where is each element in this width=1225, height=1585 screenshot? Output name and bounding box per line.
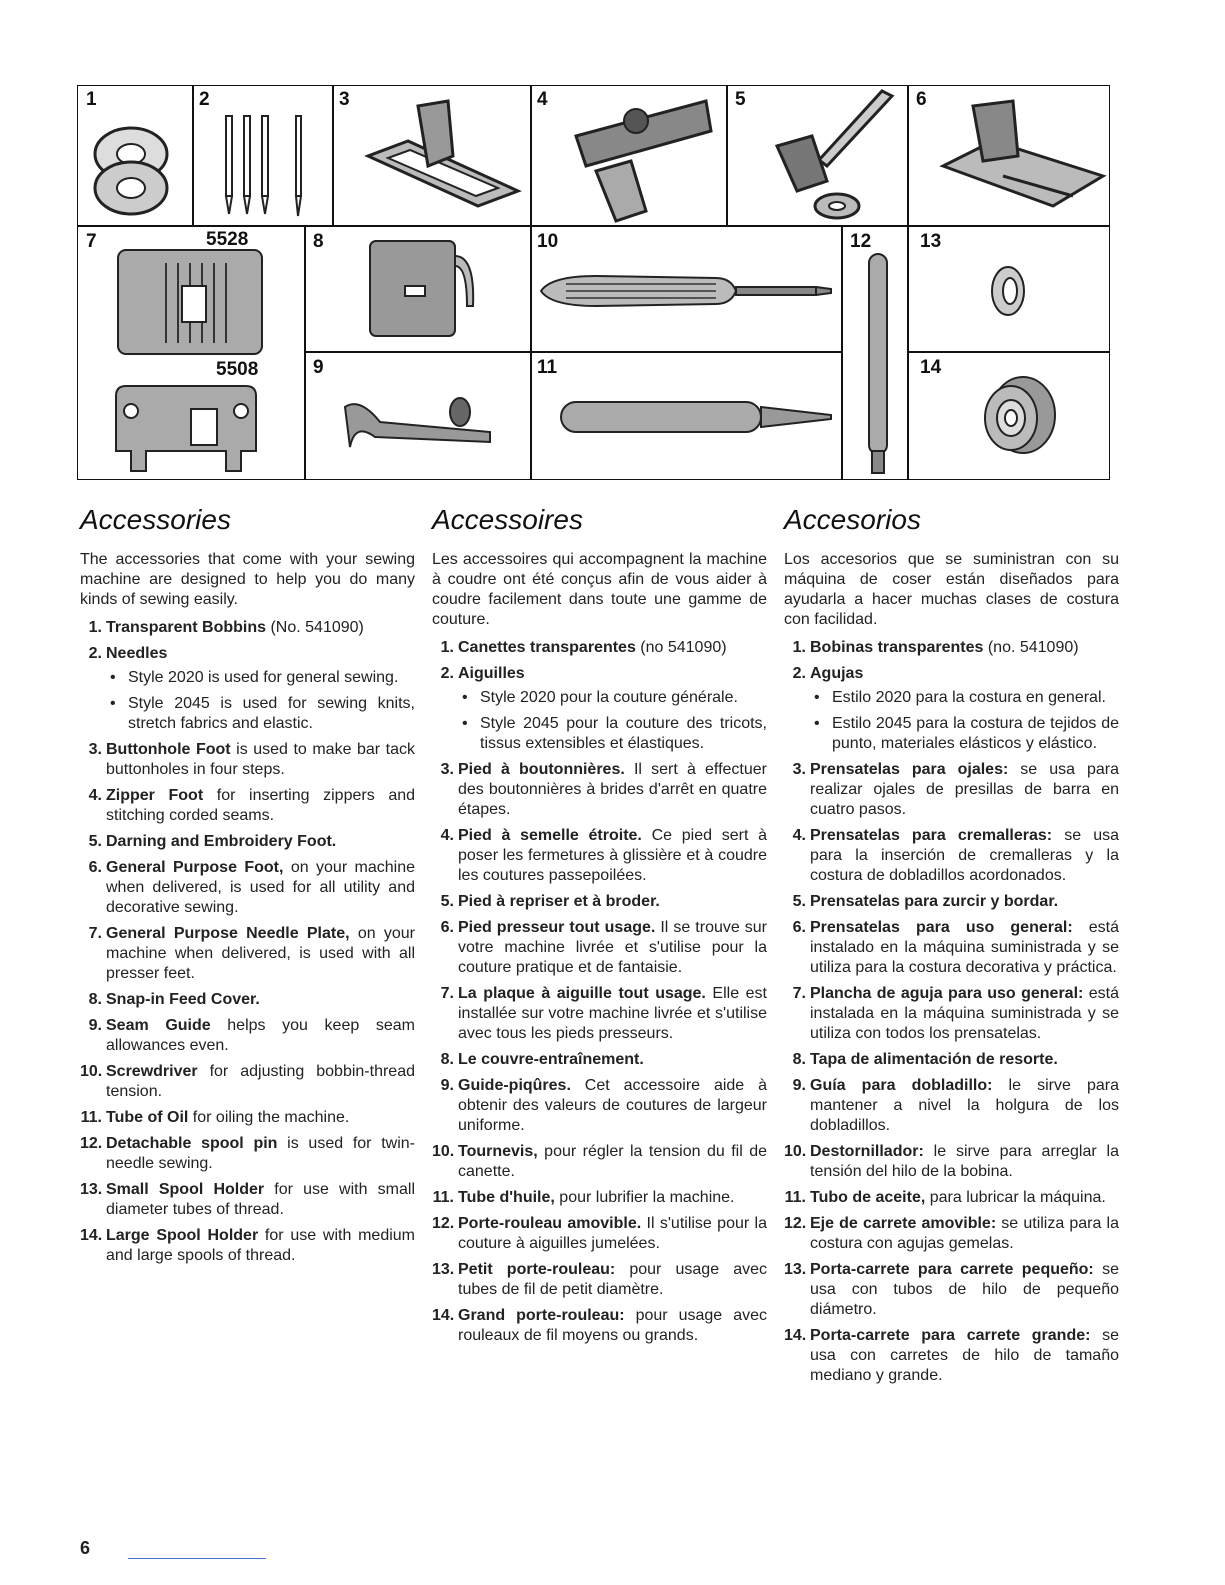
list-item: 9. Seam Guide helps you keep seam allowances even. xyxy=(88,1017,415,1054)
list-item: 1. Bobinas transparentes (no. 541090) xyxy=(792,639,1079,656)
list-item: 13. Porta-carrete para carrete pequeño: se usa con tubos de hilo de pequeño diámetro. xyxy=(784,1261,1119,1318)
seam-guide-illustration xyxy=(340,377,530,467)
list-item: 3. Pied à boutonnières. Il sert à effectuer des boutonnières à brides d'arrêt en quatre étapes. xyxy=(440,761,767,818)
figure-label: 8 xyxy=(313,231,324,252)
column-intro: The accessories that come with your sewing machine are designed to help you do many kinds of sewing easily. xyxy=(80,551,415,608)
figure-cell-5 xyxy=(726,85,909,227)
accessory-list xyxy=(432,638,767,1346)
sub-list xyxy=(106,668,415,734)
figure-label: 9 xyxy=(313,357,324,378)
column-french xyxy=(432,500,767,1352)
list-item: 7. General Purpose Needle Plate, on your machine when delivered, is used with all presser feet. xyxy=(88,925,416,982)
column-intro: Les accessoires qui accompagnent la machine à coudre ont été conçus afin de vous aider à coudre facilement dans toute une gamme de couture. xyxy=(432,551,767,628)
list-item: 6. Pied presseur tout usage. Il se trouve sur votre machine livrée et s'utilise pour la couture pratique et de fantaisie. xyxy=(440,919,768,976)
list-item: 3. Prensatelas para ojales: se usa para realizar ojales de presillas de barra en cuatro pasos. xyxy=(792,761,1119,818)
figure-cell-10 xyxy=(530,225,843,353)
list-item: 14. Large Spool Holder for use with medium and large spools of thread. xyxy=(80,1227,416,1264)
figure-cell-2 xyxy=(192,85,334,227)
darning-foot-illustration xyxy=(757,86,907,226)
column-title: Accessoires xyxy=(432,504,583,535)
list-item: 7. La plaque à aiguille tout usage. Elle est installée sur votre machine livrée et s'utilise avec tous les pieds presseurs. xyxy=(440,985,768,1042)
list-item: 8. Snap-in Feed Cover. xyxy=(88,991,260,1008)
sub-list-item: • Estilo 2020 para la costura en general. xyxy=(810,688,1119,708)
list-item: 6. Prensatelas para uso general: está instalado en la máquina suministrada y se utiliza para la costura decorativa y práctica. xyxy=(792,919,1120,976)
sub-list-item: • Estilo 2045 para la costura de tejidos de punto, materiales elásticos y elástico. xyxy=(810,714,1119,754)
plate-code-5528: 5528 xyxy=(206,229,249,250)
list-item: 11. Tube of Oil for oiling the machine. xyxy=(80,1109,350,1126)
figure-cell-11 xyxy=(530,351,843,480)
list-item: 13. Petit porte-rouleau: pour usage avec tubes de fil de petit diamètre. xyxy=(432,1261,767,1298)
spool-pin-illustration xyxy=(866,251,890,476)
figure-label: 14 xyxy=(920,357,942,378)
list-item: 3. Buttonhole Foot is used to make bar tack buttonholes in four steps. xyxy=(88,741,416,778)
general-purpose-foot-illustration xyxy=(933,96,1108,221)
list-item: 2. Aiguilles • Style 2020 pour la couture générale. • Style 2045 pour la couture des tricots, tissus extensibles et élastiques. xyxy=(432,664,767,754)
needle-plate-5508-illustration xyxy=(106,381,266,476)
list-item: 10. Destornillador: le sirve para arreglar la tensión del hilo de la bobina. xyxy=(784,1143,1119,1180)
list-item: 11. Tubo de aceite, para lubricar la máquina. xyxy=(784,1189,1106,1206)
needles-illustration xyxy=(218,106,313,221)
oil-tube-illustration xyxy=(556,397,836,437)
footer-rule xyxy=(128,1558,266,1559)
list-item: 11. Tube d'huile, pour lubrifier la machine. xyxy=(432,1189,735,1206)
list-item: 10. Screwdriver for adjusting bobbin-thread tension. xyxy=(80,1063,415,1100)
list-item: 7. Plancha de aguja para uso general: está instalada en la máquina suministrada y se utiliza con todos los prensatelas. xyxy=(792,985,1120,1042)
list-item: 12. Eje de carrete amovible: se utiliza para la costura con agujas gemelas. xyxy=(784,1215,1120,1252)
list-item: 14. Porta-carrete para carrete grande: se usa con carretes de hilo de tamaño mediano y grande. xyxy=(784,1327,1119,1384)
figure-cell-6 xyxy=(907,85,1110,227)
list-item: 14. Grand porte-rouleau: pour usage avec rouleaux de fil moyens ou grands. xyxy=(432,1307,768,1344)
sub-list-item: • Style 2045 pour la couture des tricots, tissus extensibles et élastiques. xyxy=(458,714,767,754)
list-item: 13. Small Spool Holder for use with small diameter tubes of thread. xyxy=(80,1181,415,1218)
figure-cell-3 xyxy=(332,85,532,227)
accessory-list xyxy=(784,638,1119,1386)
figure-label: 10 xyxy=(537,231,559,252)
bobbin-illustration xyxy=(86,118,181,218)
figure-label: 6 xyxy=(916,89,927,110)
figure-cell-12 xyxy=(841,225,909,480)
needle-plate-5528-illustration xyxy=(116,248,266,358)
list-item: 5. Pied à repriser et à broder. xyxy=(440,893,660,910)
accessory-list xyxy=(80,618,415,1266)
figure-label: 3 xyxy=(339,89,350,110)
sub-list xyxy=(810,688,1119,754)
sub-list-item: • Style 2045 is used for sewing knits, stretch fabrics and elastic. xyxy=(106,694,415,734)
list-item: 1. Transparent Bobbins (No. 541090) xyxy=(88,619,364,636)
buttonhole-foot-illustration xyxy=(358,96,528,224)
list-item: 6. General Purpose Foot, on your machine when delivered, is used for all utility and decorative sewing. xyxy=(88,859,416,916)
column-title: Accessories xyxy=(80,504,231,535)
figure-label: 5 xyxy=(735,89,746,110)
small-spool-holder-illustration xyxy=(988,261,1028,321)
figure-cell-9 xyxy=(304,351,532,480)
list-item: 8. Le couvre-entraînement. xyxy=(440,1051,644,1068)
list-item: 2. Needles • Style 2020 is used for general sewing. • Style 2045 is used for sewing knits, stretch fabrics and elastic. xyxy=(80,644,415,734)
column-intro: Los accesorios que se suministran con su máquina de coser están diseñados para ayudarla a hacer muchas clases de costura con facilidad. xyxy=(784,551,1119,628)
figure-cell-14 xyxy=(907,351,1110,480)
sub-list-item: • Style 2020 pour la couture générale. xyxy=(458,688,767,708)
column-spanish xyxy=(784,500,1119,1392)
list-item: 4. Zipper Foot for inserting zippers and stitching corded seams. xyxy=(88,787,416,824)
list-item: 10. Tournevis, pour régler la tension du fil de canette. xyxy=(432,1143,767,1180)
screwdriver-illustration xyxy=(536,266,836,316)
figure-cell-8 xyxy=(304,225,532,353)
list-item: 4. Prensatelas para cremalleras: se usa para la inserción de cremalleras y la costura de dobladillos acordonados. xyxy=(792,827,1119,884)
plate-code-5508: 5508 xyxy=(216,359,259,380)
figure-label: 7 xyxy=(86,231,97,252)
column-title: Accesorios xyxy=(784,504,921,535)
figure-cell-1 xyxy=(77,85,194,227)
list-item: 12. Detachable spool pin is used for twin-needle sewing. xyxy=(80,1135,415,1172)
zipper-foot-illustration xyxy=(556,91,726,226)
list-item: 12. Porte-rouleau amovible. Il s'utilise pour la couture à aiguilles jumelées. xyxy=(432,1215,768,1252)
feed-cover-illustration xyxy=(365,236,485,346)
list-item: 9. Guía para dobladillo: le sirve para mantener a nivel la holgura de los dobladillos. xyxy=(792,1077,1119,1134)
sub-list xyxy=(458,688,767,754)
figure-cell-7 xyxy=(77,225,306,480)
figure-label: 13 xyxy=(920,231,942,252)
figure-label: 4 xyxy=(537,89,548,110)
figure-cell-13 xyxy=(907,225,1110,353)
list-item: 1. Canettes transparentes (no 541090) xyxy=(440,639,727,656)
list-item: 4. Pied à semelle étroite. Ce pied sert à poser les fermetures à glissière et à coudre les coutures passepoilées. xyxy=(440,827,767,884)
figure-label: 2 xyxy=(199,89,210,110)
figure-label: 1 xyxy=(86,89,97,110)
figure-cell-4 xyxy=(530,85,728,227)
list-item: 9. Guide-piqûres. Cet accessoire aide à obtenir des valeurs de coutures de largeur uniforme. xyxy=(440,1077,767,1134)
large-spool-holder-illustration xyxy=(973,370,1063,460)
column-english xyxy=(80,500,415,1272)
list-item: 5. Darning and Embroidery Foot. xyxy=(88,833,337,850)
list-item: 5. Prensatelas para zurcir y bordar. xyxy=(792,893,1059,910)
figure-label: 11 xyxy=(537,357,558,378)
figure-label: 12 xyxy=(850,231,872,252)
page-number: 6 xyxy=(80,1538,91,1558)
list-item: 2. Agujas • Estilo 2020 para la costura en general. • Estilo 2045 para la costura de tejidos de punto, materiales elásticos y elástico. xyxy=(784,664,1119,754)
sub-list-item: • Style 2020 is used for general sewing. xyxy=(106,668,415,688)
list-item: 8. Tapa de alimentación de resorte. xyxy=(792,1051,1058,1068)
